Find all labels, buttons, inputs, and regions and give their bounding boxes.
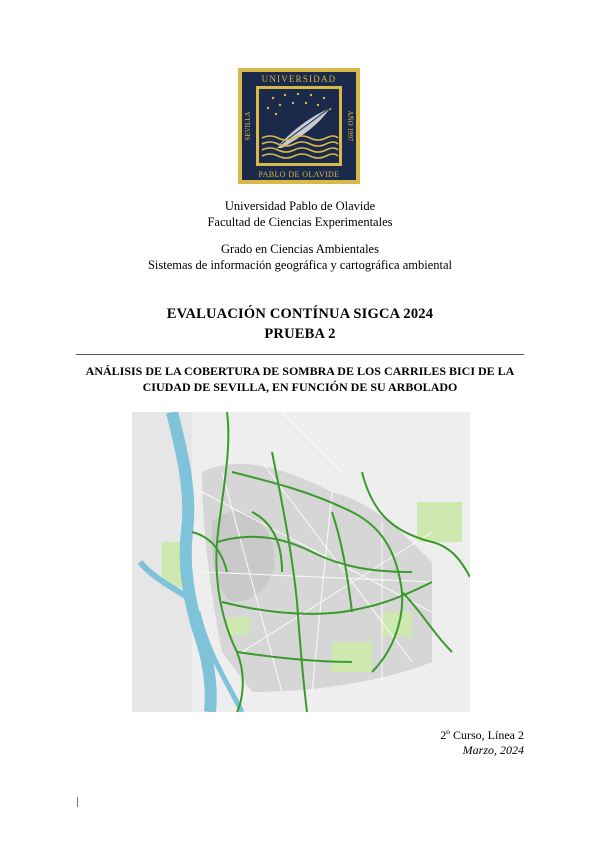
seville-bike-lane-map bbox=[132, 412, 470, 712]
svg-text:UNIVERSIDAD: UNIVERSIDAD bbox=[261, 74, 337, 84]
page-margin-mark bbox=[77, 797, 78, 807]
title-divider bbox=[76, 354, 524, 355]
svg-text:SEVILLA: SEVILLA bbox=[244, 111, 252, 141]
subtitle-line-2: CIUDAD DE SEVILLA, EN FUNCIÓN DE SU ARBOLADO bbox=[142, 380, 458, 394]
date-line: Marzo, 2024 bbox=[462, 743, 524, 757]
subtitle-line-1: ANÁLISIS DE LA COBERTURA DE SOMBRA DE LOS CARRILES BICI DE LA bbox=[85, 364, 515, 378]
university-name: Universidad Pablo de Olavide bbox=[224, 199, 376, 213]
svg-text:PABLO DE OLAVIDE: PABLO DE OLAVIDE bbox=[258, 170, 340, 179]
course-line: 2º Curso, Línea 2 bbox=[440, 728, 524, 742]
main-title: EVALUACIÓN CONTÍNUA SIGCA 2024 bbox=[166, 306, 434, 322]
svg-text:AÑO 1997: AÑO 1997 bbox=[346, 110, 354, 142]
faculty-name: Facultad de Ciencias Experimentales bbox=[207, 215, 393, 229]
degree-name: Grado en Ciencias Ambientales bbox=[221, 242, 379, 256]
test-title: PRUEBA 2 bbox=[264, 326, 336, 342]
subject-name: Sistemas de información geográfica y cartográfica ambiental bbox=[147, 258, 453, 272]
university-logo bbox=[238, 68, 360, 184]
